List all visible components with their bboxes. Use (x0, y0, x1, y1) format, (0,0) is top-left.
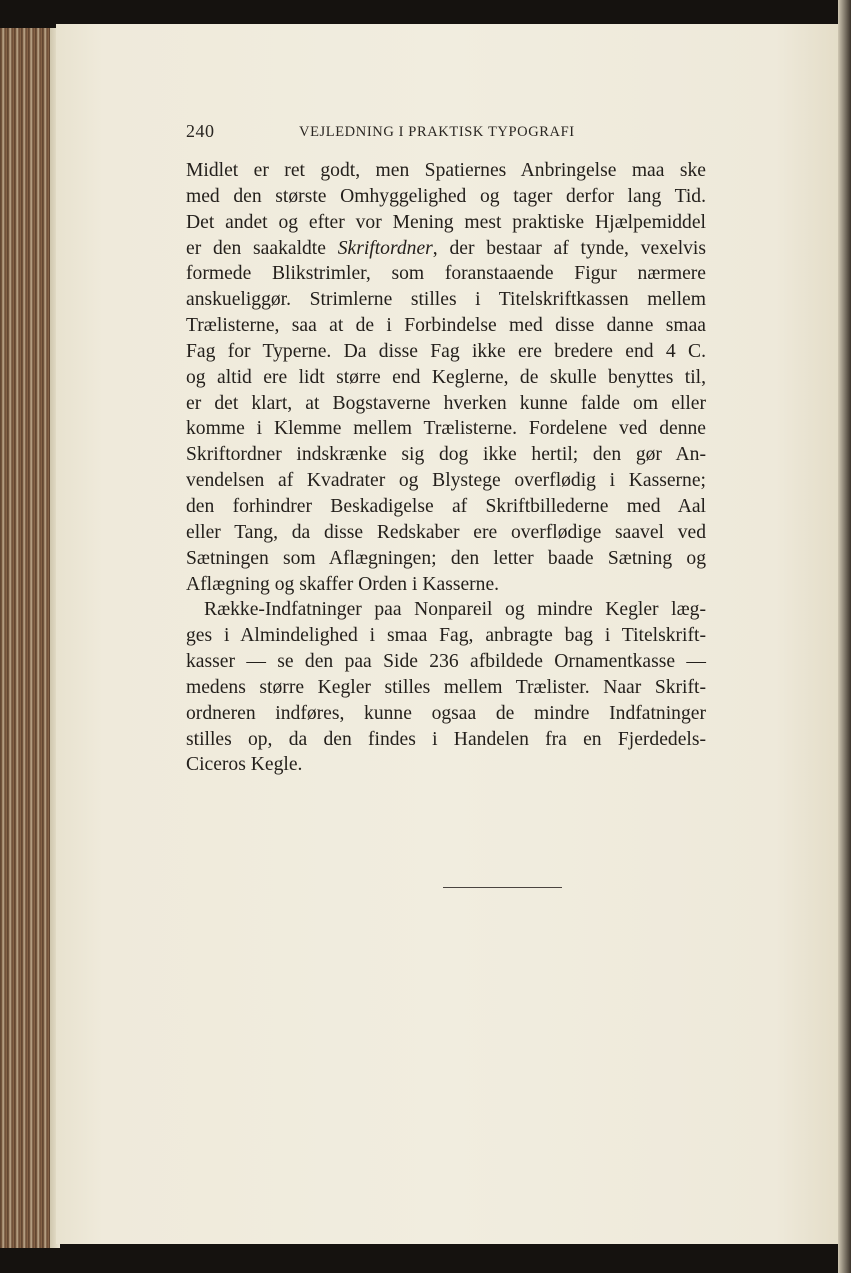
text-line (186, 210, 706, 236)
book-gutter-shadow (838, 0, 851, 1273)
text-segment: komme i Klemme mellem Trælisterne. Fordelene ved denne (186, 418, 706, 440)
text-segment: Ciceros Kegle. (186, 754, 303, 776)
text-segment: stilles op, da den findes i Handelen fra en Fjerdedels- (186, 728, 706, 750)
text-segment: og altid ere lidt større end Keglerne, de skulle benyttes til, (186, 366, 706, 388)
text-line (186, 649, 706, 675)
text-line (186, 365, 706, 391)
text-segment: den forhindrer Beskadigelse af Skriftbillederne med Aal (186, 495, 706, 517)
text-line (186, 623, 706, 649)
text-line (186, 416, 706, 442)
text-line (186, 701, 706, 727)
text-segment: Sætningen som Aflægningen; den letter baade Sætning og (186, 547, 706, 569)
italic-term: Skriftordner (337, 237, 433, 259)
text-segment: ordneren indføres, kunne ogsaa de mindre Indfatninger (186, 702, 706, 724)
text-segment: , der bestaar af tynde, vexelvis (432, 237, 706, 259)
text-segment: ges i Almindelighed i smaa Fag, anbragte bag i Titelskrift- (186, 625, 706, 647)
text-segment: er det klart, at Bogstaverne hverken kunne falde om eller (186, 392, 706, 414)
text-line (186, 468, 706, 494)
text-segment: vendelsen af Kvadrater og Blystege overflødig i Kasserne; (186, 470, 706, 492)
page-number: 240 (186, 121, 215, 141)
text-segment: medens større Kegler stilles mellem Trælister. Naar Skrift- (186, 676, 706, 698)
text-segment: formede Blikstrimler, som foranstaaende Figur nærmere (186, 263, 706, 285)
text-line (186, 572, 706, 598)
text-line (186, 184, 706, 210)
text-line (186, 494, 706, 520)
text-line (186, 752, 706, 778)
text-line (186, 313, 706, 339)
running-head (186, 121, 706, 145)
text-line (186, 261, 706, 287)
text-segment: er den saakaldte (186, 237, 338, 259)
text-segment: Trælisterne, saa at de i Forbindelse med disse danne smaa (186, 315, 706, 337)
text-segment: Det andet og efter vor Mening mest praktiske Hjælpemiddel (186, 211, 706, 233)
text-line (186, 287, 706, 313)
text-segment: Midlet er ret godt, men Spatiernes Anbringelse maa ske (186, 160, 706, 181)
text-line (186, 236, 706, 262)
text-line (186, 442, 706, 468)
running-head-title: VEJLEDNING I PRAKTISK TYPOGRAFI (299, 124, 575, 140)
text-segment: Skriftordner indskrænke sig dog ikke hertil; den gør An- (186, 444, 706, 466)
text-segment: anskueliggør. Strimlerne stilles i Titelskriftkassen mellem (186, 289, 706, 311)
text-segment: Række-Indfatninger paa Nonpareil og mindre Kegler læg- (204, 599, 706, 621)
text-segment: kasser — se den paa Side 236 afbildede Ornamentkasse — (186, 651, 706, 673)
text-segment: eller Tang, da disse Redskaber ere overflødige saavel ved (186, 521, 706, 543)
text-segment: Aflægning og skaffer Orden i Kasserne. (186, 573, 500, 595)
body-text (186, 158, 706, 778)
text-segment: Fag for Typerne. Da disse Fag ikke ere bredere end 4 C. (186, 340, 706, 362)
text-line (186, 391, 706, 417)
text-line (186, 520, 706, 546)
text-line (186, 727, 706, 753)
text-line (186, 675, 706, 701)
section-end-rule (443, 887, 562, 888)
text-segment: med den største Omhyggelighed og tager derfor lang Tid. (186, 185, 706, 207)
text-line (186, 546, 706, 572)
book-page-edges (0, 28, 60, 1248)
text-line (186, 158, 706, 184)
text-line (186, 339, 706, 365)
text-line (186, 597, 706, 623)
